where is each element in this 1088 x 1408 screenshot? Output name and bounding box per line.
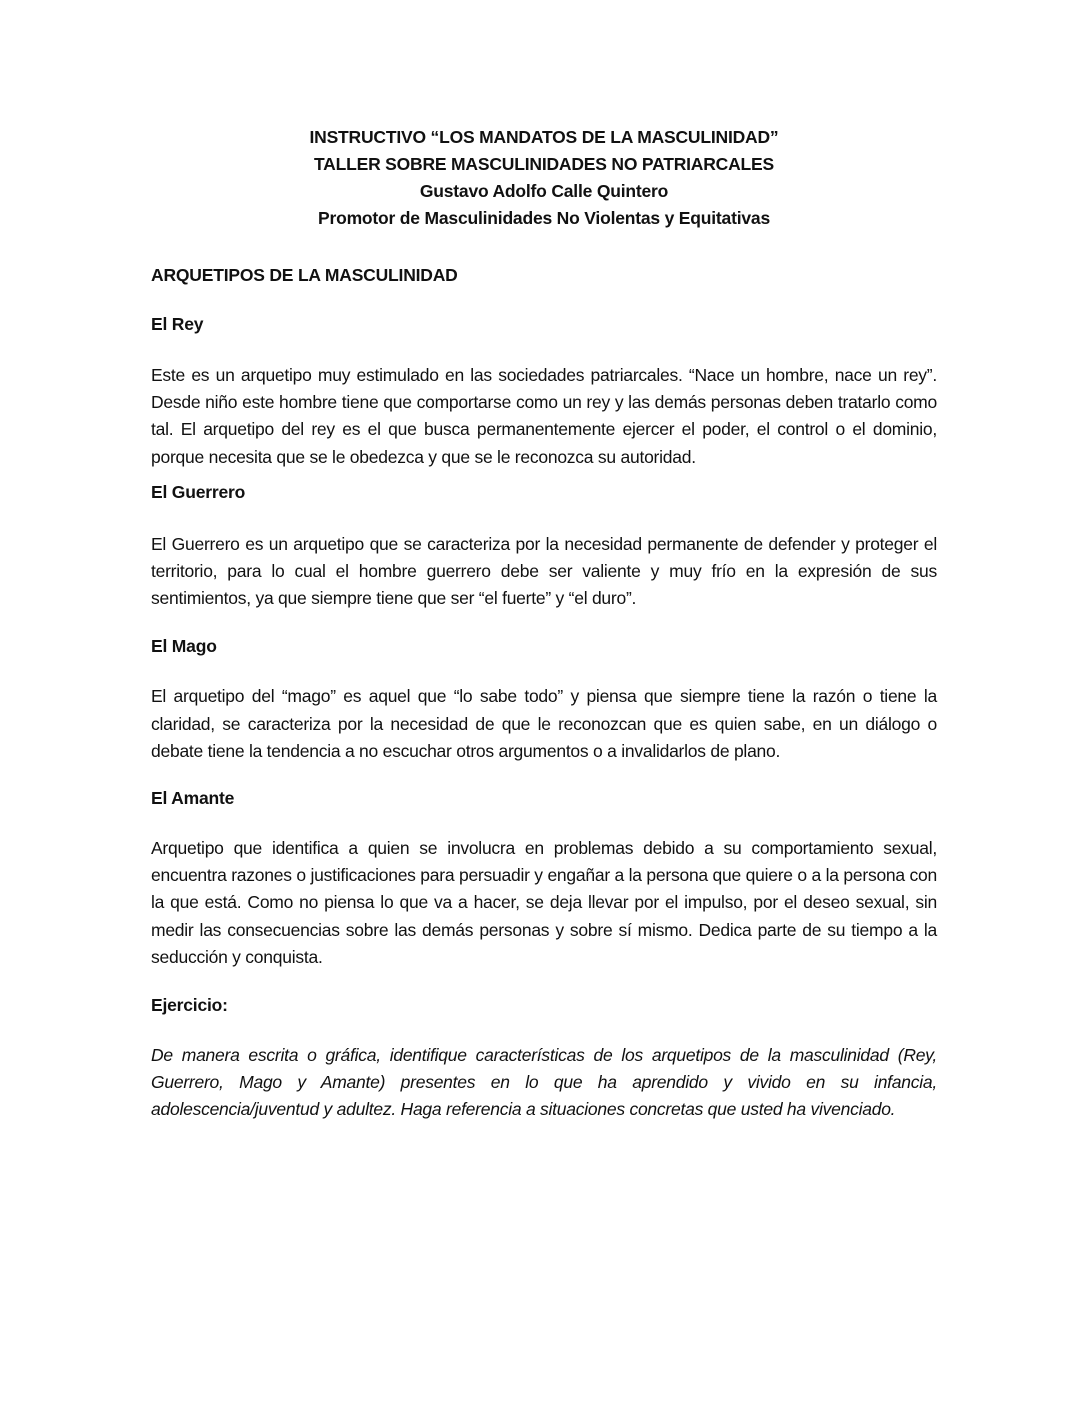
document-subtitle: TALLER SOBRE MASCULINIDADES NO PATRIARCALES xyxy=(313,154,774,174)
archetype-text-mago: El arquetipo del “mago” es aquel que “lo sabe todo” y piensa que siempre tiene la razón o tiene la claridad, se caracteriza por la necesidad de que le reconozcan que es quien sabe, en un diálogo o debate tiene la tendencia a no escuchar otros argumentos o a invalidarlos de plano. xyxy=(151,686,937,761)
exercise-heading: Ejercicio: xyxy=(151,995,228,1016)
section-title: ARQUETIPOS DE LA MASCULINIDAD xyxy=(151,265,458,285)
document-header xyxy=(151,124,937,232)
archetype-heading-amante: El Amante xyxy=(151,788,235,809)
archetype-heading-mago: El Mago xyxy=(151,636,217,657)
author-role: Promotor de Masculinidades No Violentas y Equitativas xyxy=(318,208,770,228)
archetype-text-amante: Arquetipo que identifica a quien se involucra en problemas debido a su comportamiento sexual, encuentra razones o justificaciones para persuadir y engañar a la persona que quiere o a la persona con la que está. Como no piensa lo que va a hacer, se deja llevar por el impulso, por el deseo sexual, sin medir las consecuencias sobre las demás personas y sobre sí mismo. Dedica parte de su tiempo a la seducción y conquista. xyxy=(151,838,937,967)
document-content xyxy=(151,124,937,1124)
exercise-text: De manera escrita o gráfica, identifique características de los arquetipos de la masculinidad (Rey, Guerrero, Mago y Amante) presentes en lo que ha aprendido y vivido en su infancia, adolescencia/juventud y adultez. Haga referencia a situaciones concretas que usted ha vivenciado. xyxy=(151,1045,937,1120)
archetype-heading-guerrero: El Guerrero xyxy=(151,481,246,502)
archetype-text-guerrero: El Guerrero es un arquetipo que se caracteriza por la necesidad permanente de defender y proteger el territorio, para lo cual el hombre guerrero debe ser valiente y muy frío en la expresión de sus sentimientos, ya que siempre tiene que ser “el fuerte” y “el duro”. xyxy=(151,533,937,609)
document-title: INSTRUCTIVO “LOS MANDATOS DE LA MASCULINIDAD” xyxy=(309,127,779,147)
archetype-heading-rey: El Rey xyxy=(151,314,204,334)
author-name: Gustavo Adolfo Calle Quintero xyxy=(419,181,669,201)
archetype-text-rey: Este es un arquetipo muy estimulado en las sociedades patriarcales. “Nace un hombre, nace un rey”. Desde niño este hombre tiene que comportarse como un rey y las demás personas deben tratarlo como tal. El arquetipo del rey es el que busca permanentemente ejercer el poder, el control o el dominio, porque necesita que se le obedezca y que se le reconozca su autoridad. xyxy=(151,365,937,467)
